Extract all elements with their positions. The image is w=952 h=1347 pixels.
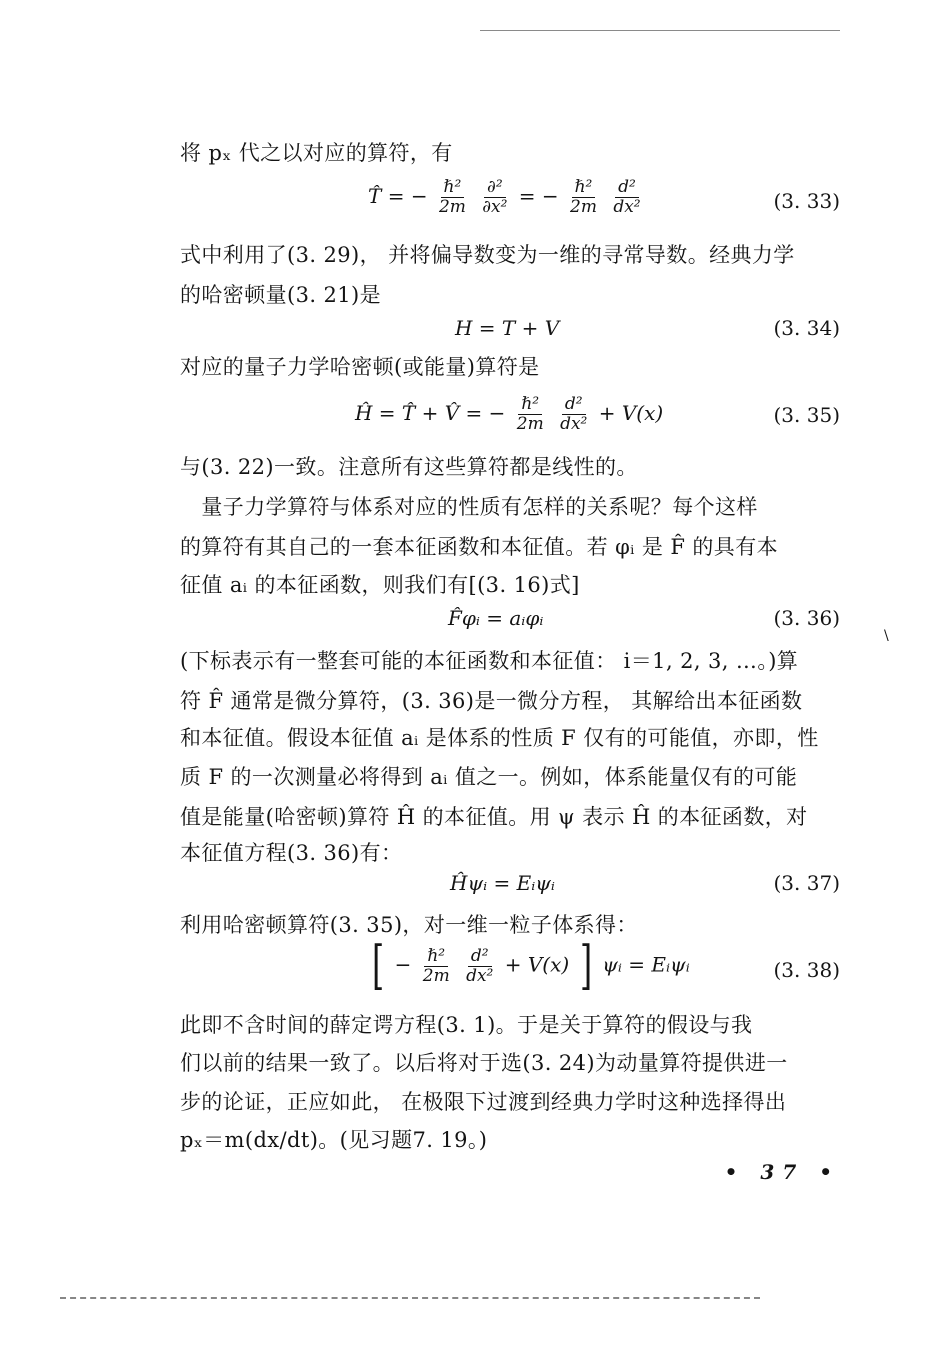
text-line-16: 此即不含时间的薛定谔方程(3. 1)。于是关于算符的假设与我 (180, 1013, 753, 1037)
text-line-5: 与(3. 22)一致。注意所有这些算符都是线性的。 (180, 455, 638, 479)
text-line-1: 将 pₓ 代之以对应的算符，有 (180, 141, 453, 165)
text-line-3: 的哈密顿量(3. 21)是 (180, 283, 382, 307)
text-line-11: 和本征值。假设本征值 aᵢ 是体系的性质 F 仅有的可能值，亦即，性 (180, 726, 819, 750)
equation-3-33 (368, 178, 646, 217)
fraction: $\frac{\text{∂²}}{\text{∂x²}}$ (482, 177, 508, 217)
eq-lhs: Ĥ = T̂ + V̂ = − (355, 401, 506, 425)
text-line-6: 量子力学算符与体系对应的性质有怎样的关系呢？每个这样 (180, 495, 758, 519)
text-line-7: 的算符有其自己的一套本征函数和本征值。若 φᵢ 是 F̂ 的具有本 (180, 535, 778, 559)
eq-mid: = − (518, 184, 559, 208)
equation-number: (3. 36) (773, 606, 840, 630)
fraction: $\frac{\text{ℏ²}}{2m}$ (570, 177, 597, 217)
equation-number: (3. 33) (773, 189, 840, 213)
fraction: $\frac{\text{ℏ²}}{2m}$ (438, 177, 466, 217)
text-line-10: 符 F̂ 通常是微分算符，(3. 36)是一微分方程， 其解给出本征函数 (180, 689, 803, 713)
fraction: $\frac{\text{d²}}{\text{dx²}}$ (560, 394, 588, 434)
bottom-rule (60, 1297, 760, 1299)
eq-lhs: T̂ = − (368, 184, 428, 208)
page-number: • 37 • (724, 1160, 840, 1184)
text-line-14: 本征值方程(3. 36)有： (180, 841, 403, 865)
top-rule (480, 30, 840, 31)
fraction: $\frac{\text{ℏ²}}{2m}$ (516, 394, 544, 434)
fraction: $\frac{\text{d²}}{\text{dx²}}$ (613, 177, 641, 217)
equation-number: (3. 34) (773, 316, 840, 340)
fraction: $\frac{\text{d²}}{\text{dx²}}$ (466, 945, 494, 986)
equation-number: (3. 37) (773, 871, 840, 895)
fraction: $\frac{\text{ℏ²}}{2m}$ (422, 945, 450, 986)
text-line-12: 质 F 的一次测量必将得到 aᵢ 值之一。例如，体系能量仅有的可能 (180, 765, 798, 789)
equation-3-37: Ĥψᵢ = Eᵢψᵢ (450, 871, 555, 895)
text-line-19: pₓ＝m(dx/dt)。(见习题7. 19。) (180, 1128, 488, 1152)
close-bracket: ] (579, 936, 592, 996)
text-line-2: 式中利用了(3. 29)， 并将偏导数变为一维的寻常导数。经典力学 (180, 243, 795, 267)
text-line-15: 利用哈密顿算符(3. 35)，对一维一粒子体系得： (180, 913, 638, 937)
equation-3-38 (368, 936, 690, 996)
text-line-8: 征值 aᵢ 的本征函数，则我们有[(3. 16)式] (180, 573, 580, 597)
eq-rhs: + V(x) (598, 401, 664, 425)
stray-mark: \ (884, 628, 889, 644)
eq-rhs: ψᵢ = Eᵢψᵢ (602, 952, 690, 977)
text-line-18: 步的论证，正应如此， 在极限下过渡到经典力学时这种选择得出 (180, 1090, 787, 1114)
eq-minus: − (394, 952, 412, 977)
equation-number: (3. 35) (773, 403, 840, 427)
equation-3-36: F̂φᵢ = aᵢφᵢ (448, 606, 544, 630)
text-line-4: 对应的量子力学哈密顿(或能量)算符是 (180, 355, 540, 379)
equation-3-34: H = T + V (455, 316, 560, 340)
text-line-13: 值是能量(哈密顿)算符 Ĥ 的本征值。用 ψ 表示 Ĥ 的本征函数，对 (180, 805, 808, 829)
text-line-9: (下标表示有一整套可能的本征函数和本征值： i＝1, 2, 3, …。)算 (180, 649, 799, 673)
text-line-17: 们以前的结果一致了。以后将对于选(3. 24)为动量算符提供进一 (180, 1051, 788, 1075)
eq-mid: + V(x) (504, 952, 570, 977)
open-bracket: [ (372, 936, 385, 996)
equation-number: (3. 38) (773, 958, 840, 982)
equation-3-35 (355, 395, 663, 434)
